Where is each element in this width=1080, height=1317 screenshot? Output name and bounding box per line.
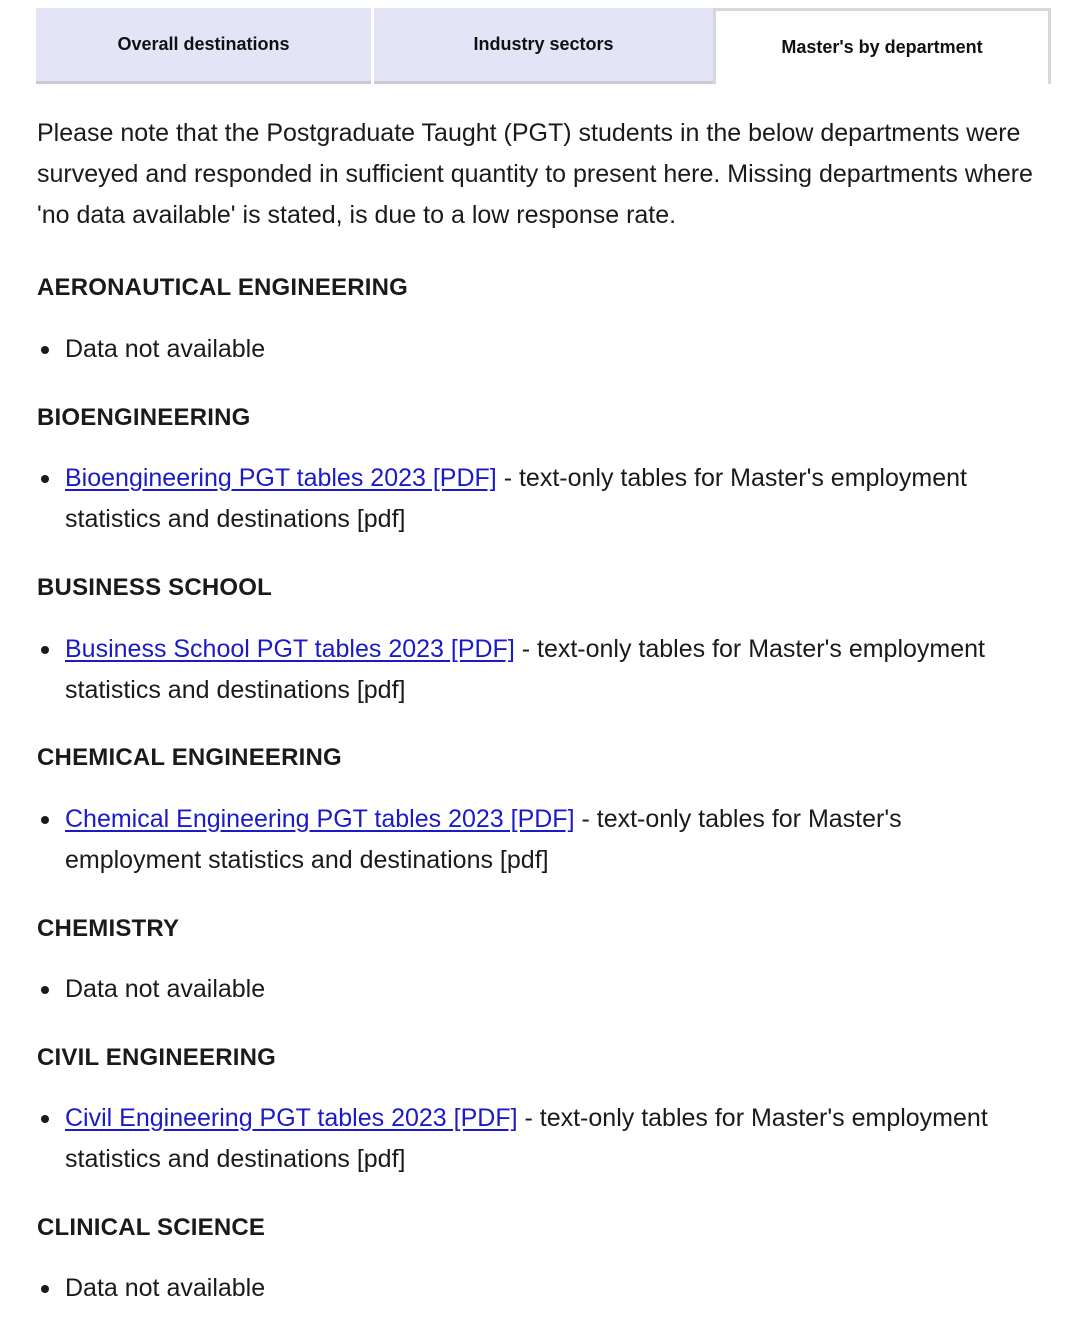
link-description: - text-only tables for Master's employment statistics and destinations [pdf] <box>65 635 985 704</box>
intro-text: Please note that the Postgraduate Taught (PGT) students in the below departments were surveyed and responded in sufficient quantity to present here. Missing departments where 'no data available' is stated, is due to a low response rate. <box>37 119 1033 229</box>
department-heading: CHEMICAL ENGINEERING <box>37 744 342 771</box>
business-school-pdf-link[interactable]: Business School PGT tables 2023 [PDF] <box>65 635 515 663</box>
civil-engineering-pdf-link[interactable]: Civil Engineering PGT tables 2023 [PDF] <box>65 1104 518 1132</box>
department-heading: BIOENGINEERING <box>37 404 251 431</box>
bullet-icon <box>41 646 49 654</box>
list-item <box>37 799 1047 881</box>
department-list <box>37 458 1047 540</box>
department-list <box>37 329 1047 370</box>
link-description: - text-only tables for Master's employment statistics and destinations [pdf] <box>65 1104 988 1173</box>
department-section-bioengineering <box>37 403 1047 540</box>
no-data-text: Data not available <box>65 1274 266 1302</box>
list-item <box>37 1268 1047 1309</box>
department-heading: CLINICAL SCIENCE <box>37 1214 266 1241</box>
department-list <box>37 1098 1047 1180</box>
department-list <box>37 629 1047 711</box>
department-heading: AERONAUTICAL ENGINEERING <box>37 274 409 301</box>
department-heading: CHEMISTRY <box>37 915 180 942</box>
department-section-aeronautical-engineering <box>37 273 1047 370</box>
no-data-text: Data not available <box>65 975 266 1003</box>
no-data-text: Data not available <box>65 335 266 363</box>
department-list <box>37 1268 1047 1309</box>
department-heading: BUSINESS SCHOOL <box>37 574 273 601</box>
tab-industry-sectors[interactable]: Industry sectors <box>374 8 713 84</box>
bullet-icon <box>41 475 49 483</box>
department-section-civil-engineering <box>37 1043 1047 1180</box>
department-section-chemical-engineering <box>37 743 1047 881</box>
chemical-engineering-pdf-link[interactable]: Chemical Engineering PGT tables 2023 [PDF] <box>65 805 575 833</box>
tab-overall-destinations[interactable]: Overall destinations <box>36 8 371 84</box>
list-item <box>37 329 1047 370</box>
bioengineering-pdf-link[interactable]: Bioengineering PGT tables 2023 [PDF] <box>65 464 497 492</box>
link-description: - text-only tables for Master's employment statistics and destinations [pdf] <box>65 805 902 874</box>
list-item <box>37 458 1047 540</box>
list-item <box>37 1098 1047 1180</box>
bullet-icon <box>41 1285 49 1293</box>
department-section-clinical-science <box>37 1213 1047 1309</box>
department-section-business-school <box>37 573 1047 711</box>
list-item <box>37 969 1047 1010</box>
department-heading: CIVIL ENGINEERING <box>37 1044 276 1071</box>
tab-masters-by-department[interactable]: Master's by department <box>713 8 1051 84</box>
bullet-icon <box>41 346 49 354</box>
bullet-icon <box>41 816 49 824</box>
link-description: - text-only tables for Master's employment statistics and destinations [pdf] <box>65 464 967 533</box>
bullet-icon <box>41 986 49 994</box>
department-list <box>37 799 1047 881</box>
bullet-icon <box>41 1115 49 1123</box>
list-item <box>37 629 1047 711</box>
department-list <box>37 969 1047 1010</box>
tab-bar <box>36 8 1051 84</box>
department-section-chemistry <box>37 914 1047 1010</box>
